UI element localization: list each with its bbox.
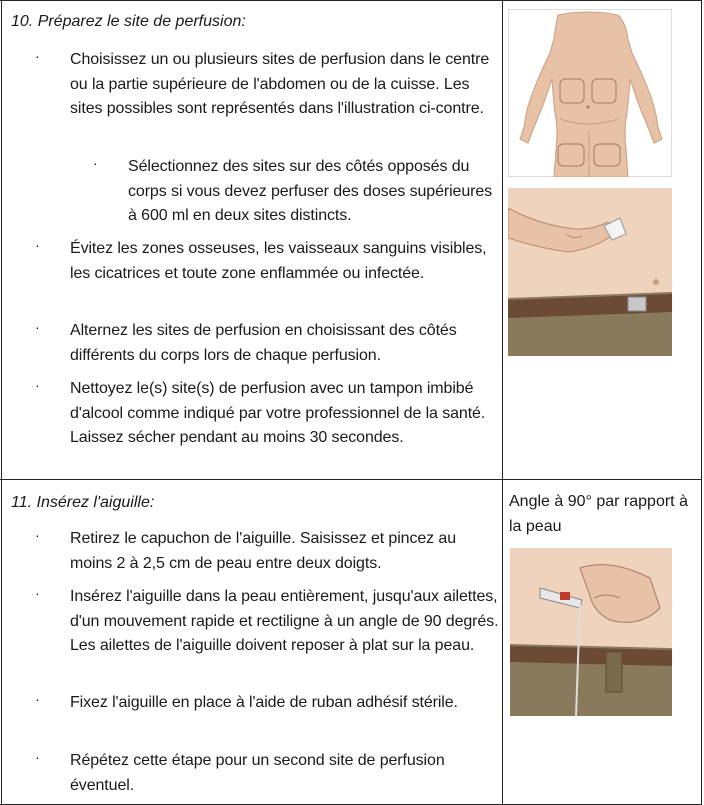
swab-cleaning-illustration — [508, 188, 672, 356]
step-11-title: 11. Insérez l'aiguille: — [11, 494, 155, 511]
body-sites-illustration — [508, 9, 672, 177]
step-10-row: 10. Préparez le site de perfusion: · Choisissez un ou plusieurs sites de perfusion dans le centre ou la partie supérieure de l'abdomen ou de la cuisse. Les sites possibles sont représentés dans l'illustration ci-contre. · Sélectionnez des sites sur des côtés opposés du corps si vous devez perfuser des doses supérieures à 600 ml en deux sites distincts. · Évitez les zones osseuses, les vaisseaux sanguins visibles, les cicatrices et toute zone enflammée ou infectée. · Alternez les sites de perfusion en choisissant des côtés différents du corps lors de chaque perfusion. · Nettoyez le(s) site(s) de perfusion avec un tampon imbibé d'alcool comme indiqué par votre professionnel de la santé. Laissez sécher pendant au moins 30 secondes. — [0, 0, 702, 479]
step-10-title: 10. Préparez le site de perfusion: — [11, 13, 246, 30]
step-11-row: 11. Insérez l'aiguille: Angle à 90° par rapport à la peau · Retirez le capuchon de l'aiguille. Saisissez et pincez au moins 2 à 2,5 cm de peau entre deux doigts. · Insérez l'aiguille dans la peau entièrement, jusqu'aux ailettes, d'un mouvement rapide et rectiligne à un angle de 90 degrés. Les ailettes de l'aiguille doivent reposer à plat sur la peau. · Fixez l'aiguille en place à l'aide de ruban adhésif stérile. · Répétez cette étape pour un second site de perfusion éventuel. — [0, 479, 702, 805]
needle-insertion-illustration — [510, 548, 672, 716]
angle-caption: Angle à 90° par rapport à la peau — [509, 493, 688, 535]
